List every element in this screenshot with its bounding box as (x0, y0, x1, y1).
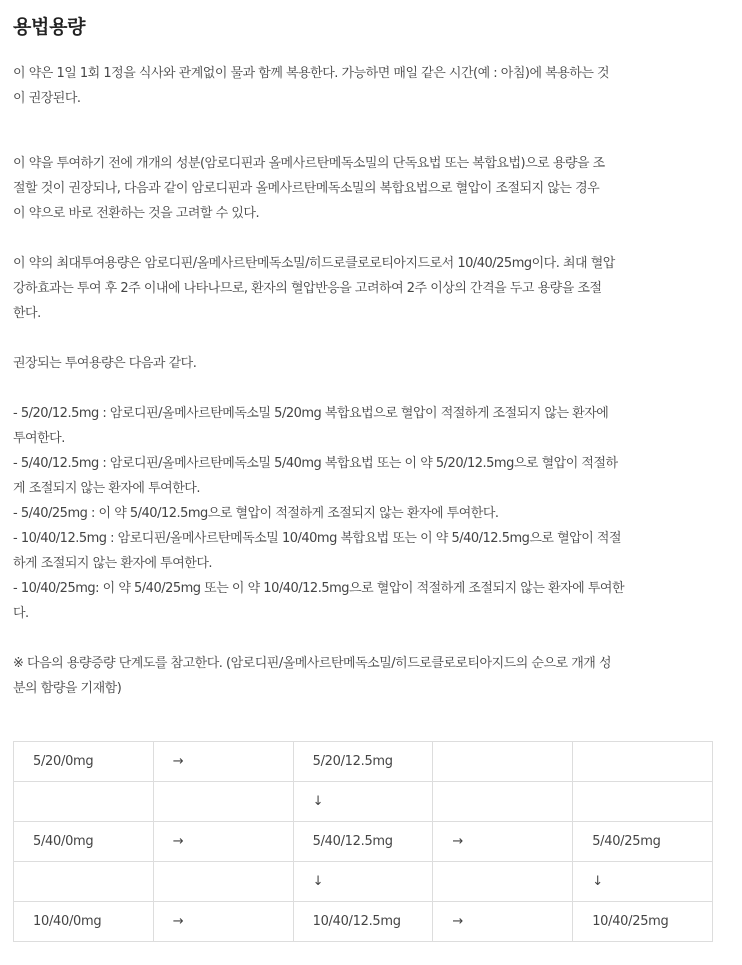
table-cell: 5/20/12.5mg (293, 742, 433, 782)
list-item: 투여한다. (13, 431, 65, 446)
text-line: 분의 함량을 기재함) (13, 681, 122, 696)
table-cell: ↓ (293, 862, 433, 902)
table-cell (153, 782, 293, 822)
list-item: - 5/20/12.5mg : 암로디핀/올메사르탄메독소밀 5/20mg 복합요법으로 혈압이 적절하게 조절되지 않는 환자에 (13, 406, 609, 421)
text-line: 절할 것이 권장되나, 다음과 같이 암로디핀과 올메사르탄메독소밀의 복합요법으로 혈압이 조절되지 않는 경우 (13, 181, 600, 196)
table-cell: → (153, 822, 293, 862)
table-cell: 5/40/25mg (573, 822, 713, 862)
text-line: 한다. (13, 306, 41, 321)
table-cell (573, 782, 713, 822)
table-cell: 10/40/0mg (14, 902, 154, 942)
table-cell: 10/40/12.5mg (293, 902, 433, 942)
table-row (14, 902, 713, 942)
table-cell: → (433, 822, 573, 862)
table-cell: ↓ (293, 782, 433, 822)
text-line: 이 권장된다. (13, 91, 81, 106)
text-line: 이 약으로 바로 전환하는 것을 고려할 수 있다. (13, 206, 260, 221)
paragraph-note (13, 651, 713, 701)
list-item: 다. (13, 606, 29, 621)
table-row (14, 782, 713, 822)
text-line: 이 약의 최대투여용량은 암로디핀/올메사르탄메독소밀/히드로클로로티아지드로서 10/40/25mg이다. 최대 혈압 (13, 256, 615, 271)
text-line: 이 약은 1일 1회 1정을 식사와 관계없이 물과 함께 복용한다. 가능하면 매일 같은 시간(예 : 아침)에 복용하는 것 (13, 66, 610, 81)
paragraph-max-dose (13, 251, 713, 326)
table-cell (14, 782, 154, 822)
table-cell: → (433, 902, 573, 942)
table-row (14, 822, 713, 862)
list-item: 게 조절되지 않는 환자에 투여한다. (13, 481, 200, 496)
list-item: - 5/40/12.5mg : 암로디핀/올메사르탄메독소밀 5/40mg 복합요법 또는 이 약 5/20/12.5mg으로 혈압이 적절하 (13, 456, 618, 471)
list-item: 하게 조절되지 않는 환자에 투여한다. (13, 556, 213, 571)
page-title: 용법용량 (13, 16, 86, 38)
text-line: 이 약을 투여하기 전에 개개의 성분(암로디핀과 올메사르탄메독소밀의 단독요법 또는 복합요법)으로 용량을 조 (13, 156, 605, 171)
table-cell (14, 862, 154, 902)
table-cell: 5/40/12.5mg (293, 822, 433, 862)
list-item: - 10/40/12.5mg : 암로디핀/올메사르탄메독소밀 10/40mg 복합요법 또는 이 약 5/40/12.5mg으로 혈압이 적절 (13, 531, 622, 546)
table-cell: → (153, 742, 293, 782)
table-row (14, 742, 713, 782)
paragraph-recommended (13, 351, 713, 376)
table-cell: 10/40/25mg (573, 902, 713, 942)
dose-step-table (13, 741, 713, 942)
table-cell (433, 862, 573, 902)
paragraph-dosing (13, 61, 713, 111)
table-cell (433, 782, 573, 822)
table-cell (153, 862, 293, 902)
list-item: - 5/40/25mg : 이 약 5/40/12.5mg으로 혈압이 적절하게 조절되지 않는 환자에 투여한다. (13, 506, 499, 521)
text-line: ※ 다음의 용량증량 단계도를 참고한다. (암로디핀/올메사르탄메독소밀/히드로클로로티아지드의 순으로 개개 성 (13, 656, 612, 671)
table-row (14, 862, 713, 902)
table-cell: ↓ (573, 862, 713, 902)
dose-list (13, 401, 713, 626)
table-cell (573, 742, 713, 782)
table-cell: 5/20/0mg (14, 742, 154, 782)
list-item: - 10/40/25mg: 이 약 5/40/25mg 또는 이 약 10/40/12.5mg으로 혈압이 적절하게 조절되지 않는 환자에 투여한 (13, 581, 625, 596)
paragraph-pretreatment (13, 151, 713, 226)
table-cell: 5/40/0mg (14, 822, 154, 862)
table-cell (433, 742, 573, 782)
text-line: 강하효과는 투여 후 2주 이내에 나타나므로, 환자의 혈압반응을 고려하여 2주 이상의 간격을 두고 용량을 조절 (13, 281, 602, 296)
table-cell: → (153, 902, 293, 942)
text-line: 권장되는 투여용량은 다음과 같다. (13, 356, 197, 371)
